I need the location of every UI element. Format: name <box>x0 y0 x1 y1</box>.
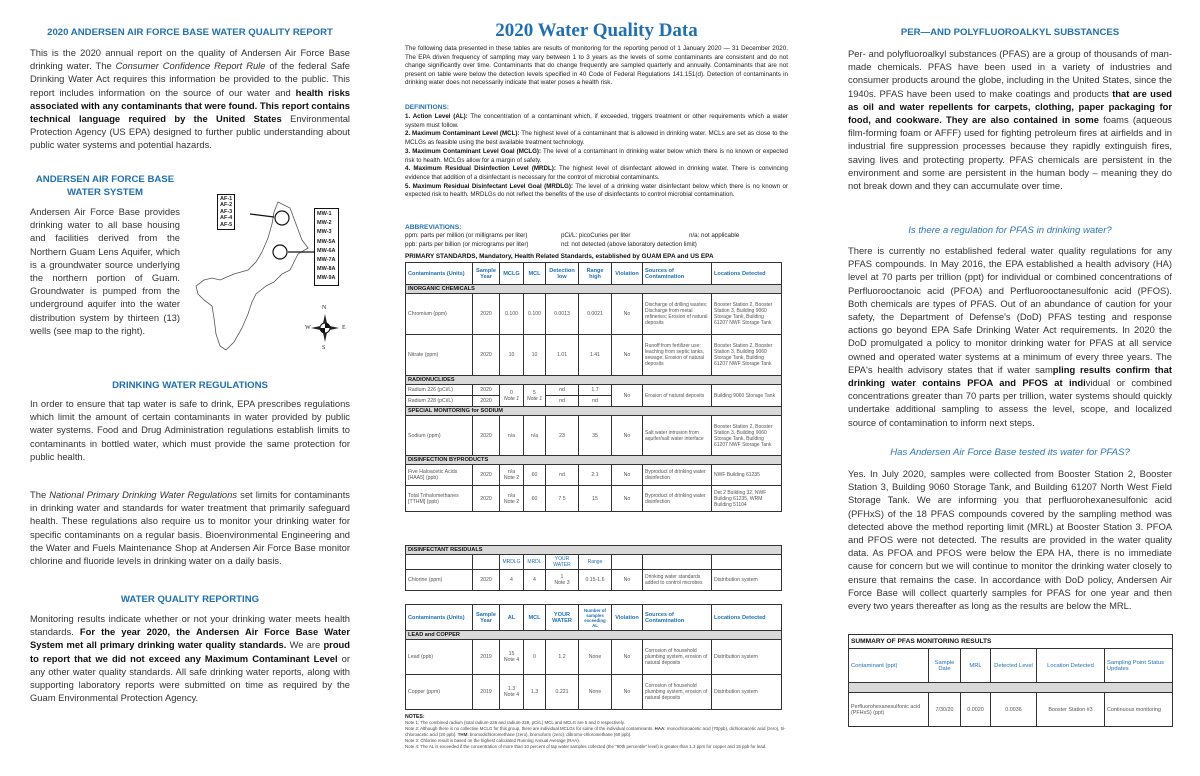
tested-answer: Yes. In July 2020, samples were collected from Booster Station 2, Booster Station 3, Building 9060 Storage Tank, and Building 61207 North West Field Storage Tank. We are informing you that perfluorohexanesulfonic acid (PFHxS) of the 18 PFAS compounds covered by the sampling method was detected above the method reporting limit (MRL) at Booster Station 3. PFOA and PFOS were not detected. The results are provided in the water quality data. As PFOA and PFOS were below the EPA HA, there is no immediate cause for concern but we will continue to monitor the drinking water closely to ensure that remains the case. In accordance with DoD policy, Andersen Air Force Base will collect quarterly samples for PFAS for one year and then every two years thereafter as long as the results are below the MRL. <box>848 468 1172 612</box>
definition-item: 3. Maximum Contaminant Level Goal (MCLG): The level of a contaminant in drinking water below which there is no known or expected risk to health. MCLGs allow for a margin of safety. <box>405 147 788 164</box>
pfas-text: Per- and polyfluoroalkyl substances (PFAS) are a group of thousands of man-made chemicals. PFAS have been used in a variety of industries and consumer products around the globe, including in the United States, since the 1940s. PFAS have been used to make coatings and products that are used as oil and water repellents for carpets, clothing, paper packaging for food, and cookware. They are also contained in some foams (aqueous film-forming foam or AFFF) used for fighting petroleum fires at airfields and in industrial fire suppression processes because they rapidly extinguish fires, saving lives and protecting property. PFAS chemicals are persistent in the environment and some are persistent in the human body – meaning they do not break down and they can accumulate over time. <box>848 48 1173 192</box>
table-row: Perfluorohexanesulfonic acid (PFHxS) (ppt) 7/30/20 0.0020 0.0036 Booster Station #3 Continuous monitoring <box>849 693 1173 727</box>
regulations-text-1: In order to ensure that tap water is safe to drink, EPA prescribes regulations which limit the amount of certain contaminants in water provided by public water systems. Food and Drug Administration regulations establish limits to contaminants in bottled water, which must provide the same protection for public health. <box>30 398 350 462</box>
section-inorganic: INORGANIC CHEMICALS <box>406 285 782 294</box>
disinfectant-residuals-table: DISINFECTANT RESIDUALS MRDLG MRDL YOUR WATER Range Chlorine (ppm) 2020 4 4 1 Note 3 0.15-1.6 No Drinking water standards added to control microbes Distribution system <box>405 545 782 591</box>
regulation-question: Is there a regulation for PFAS in drinking water? <box>908 225 1112 236</box>
definitions-title: DEFINITIONS: <box>405 104 449 111</box>
regulation-answer: There is currently no established federal water quality regulations for any PFAS compounds. In May 2016, the EPA established a health advisory (HA) level at 70 parts per trillion (ppt) for individual or combined concentrations of Perfluorooctanoic acid (PFOA) and Perfluorooctanesulfonic acid (PFOS). Both chemicals are types of PFAS. Out of an abundance of caution for your safety, the Department of Defense's (DoD) PFAS testing and response actions go beyond EPA Safe Drinking Water Act requirements. In 2020 the DoD promulgated a policy to monitor drinking water for PFAS at all service owned and operated water systems at a minimum of every three years. The EPA's health advisory states that if water sampling results confirm that drinking water contains PFOA and PFOS at individual or combined concentrations greater than 70 parts per trillion, water systems should quickly undertake additional sampling to assess the level, scope, and localized source of contamination to inform next steps. <box>848 245 1172 428</box>
intro-paragraph: This is the 2020 annual report on the quality of Andersen Air Force Base drinking water. The Consumer Confidence Report Rule of the federal Safe Drinking Water Act requires this information be provided to the public. This report includes information on the source of our water and health risks associated with any contaminants that were found. This report contains technical language required by the United States Environmental Protection Agency (US EPA) designed to further public understanding about public water systems and potential hazards. <box>30 47 351 151</box>
compass-s: S <box>322 345 326 351</box>
definitions-list <box>405 113 788 200</box>
definition-item: 4. Maximum Residual Disinfection Level (MRDL): The highest level of disinfectant allowed in drinking water. There is convincing evidence that addition of a disinfectant is necessary for the control of microbial contaminants. <box>405 165 788 181</box>
report-title: 2020 ANDERSEN AIR FORCE BASE WATER QUALITY REPORT <box>47 27 333 38</box>
section-residuals: DISINFECTANT RESIDUALS <box>406 546 782 555</box>
table-row: Radium 226 (pCi/L) 2020 0 Note 1 5 Note 1 nd 1.7 No Erosion of natural deposits Building 9060 Storage Tank <box>406 385 782 396</box>
notes: NOTES: Note 1: The combined radium (total radium-226 and radium-228, pCi/L) MCL and MCLG are 5 and 0 respectively. Note 2: Although there is no collective MCLG for this group, there are individual MCLGs for some of the individual contaminants. HAA: monochloroacetic acid (70ppb), dichloroacetic acid (zero), tri-chloroacetic acid (20 ppb). THM: bromodichloromethane (zero), bromoform (zero), dibromo-chloromethane (60 ppb). Note 3: Chlorine result is based on the highest calculated Running Annual Average (RAA). Note 4: The AL is exceeded if the concentration of more than 10 percent of tap water samples collected (the "90th percentile" level) is greater than 1.3 ppm for copper and 15 ppb for lead. <box>405 714 786 750</box>
tested-question: Has Andersen Air Force Base tested its water for PFAS? <box>890 447 1130 458</box>
table-row: Chromium (ppm) 2020 0.100 0.100 0.0013 0.0021 No Discharge of drilling wastes; Discharge from metal refineries; Erosion of natural deposits Booster Station 2, Booster Station 3, Building 9060 Storage Tank, Building 61207 NWF Storage Tank <box>406 294 782 335</box>
definition-item: 1. Action Level (AL): The concentration of a contaminant which, if exceeded, triggers treatment or other requirements which a water system must follow. <box>405 113 788 129</box>
compass-e: E <box>342 325 346 331</box>
table-row: Lead (ppb) 2019 15 Note 4 0 1.2 None No Corrosion of household plumbing system, erosion of natural deposits Distribution system <box>406 640 782 675</box>
reporting-title: WATER QUALITY REPORTING <box>120 594 260 605</box>
pfas-title: PER—AND POLYFLUOROALKYL SUBSTANCES <box>900 27 1120 38</box>
guam-well-map <box>190 190 360 360</box>
lead-copper-table: Contaminants (Units) Sample Year AL MCL YOUR WATER Number of samples exceeding AL Violation Sources of Contamination Locations Detected LEAD and COPPER Lead (ppb) 2019 15 Note 4 0 1.2 None No Corrosion of household plumbing system, erosion of natural deposits Distribution system Copper (ppm) 2019 1.3 Note 4 1.3 0.221 None No Corrosion of household plumbing system, erosion of natural deposits Distribution system <box>405 604 782 710</box>
compass-n: N <box>322 305 327 311</box>
table-row: Radium 228 (pCi/L) 2020 nd nd <box>406 396 782 407</box>
primary-standards-title: PRIMARY STANDARDS, Mandatory, Health Related Standards, established by GUAM EPA and US EPA <box>405 253 714 260</box>
definition-item: 5. Maximum Residual Disinfectant Level Goal (MRDLG): The level of a drinking water disinfectant below which there is no known or expected risk to health. MRDLGs do not reflect the benefits of the use of disinfectants to control microbial contamination. <box>405 182 788 199</box>
pfas-summary-table: SUMMARY OF PFAS MONITORING RESULTS Contaminant (ppt) Sample Date MRL Detected Level Location Detected Sampling Point Status Updates Perfluorohexanesulfonic acid (PFHxS) (ppt) 7/30/20 0.0020 0.0036 Booster Station #3 Continuous monitoring <box>848 634 1173 727</box>
water-system-title: ANDERSEN AIR FORCE BASE WATER SYSTEM <box>35 174 175 198</box>
reporting-text: Monitoring results indicate whether or not your drinking water meets health standards. For the year 2020, the Andersen Air Force Base Water System met all primary drinking water quality standards. We are proud to report that we did not exceed any Maximum Contaminant Level or any other water quality standards. All safe drinking water reports, along with supporting laboratory reports were submitted on time as required by the Guam Environmental Protection Agency. <box>30 613 350 704</box>
compass-w: W <box>305 325 311 331</box>
table-row: Sodium (ppm) 2020 n/a n/a 23 35 No Salt water intrusion from aquifer/salt water interface Booster Station 2, Booster Station 3, Building 9060 Storage Tank, Building 61207 NWF Storage Tank <box>406 416 782 456</box>
regulations-title: DRINKING WATER REGULATIONS <box>112 380 268 391</box>
compass-rose-icon <box>311 314 339 342</box>
water-system-text: Andersen Air Force Base provides drinking water to all base housing and facilities derived from the Northern Guam Lens Aquifer, which is a groundwater source underlying the northern portion of Guam. Groundwater is pumped from the underground aquifer into the water distribution system by thirteen (13) wells (see map to the right). <box>30 206 180 336</box>
section-radionuclides: RADIONUCLIDES <box>406 376 782 385</box>
water-quality-data-title: 2020 Water Quality Data <box>495 20 698 41</box>
table-row: Chlorine (ppm) 2020 4 4 1 Note 3 0.15-1.6 No Drinking water standards added to control microbes Distribution system <box>406 570 782 591</box>
table-row: Five Haloacetic Acids [HAA5] (ppb) 2020 n/a Note 2 60 nd 2.1 No Byproduct of drinking water disinfection NWF Building 61235 <box>406 465 782 486</box>
definition-item: 2. Maximum Contaminant Level (MCL): The highest level of a contaminant that is allowed in drinking water. MCLs are set as close to the MCLGs as feasible using the best available treatment technology. <box>405 130 788 147</box>
section-dbp: DISINFECTION BYPRODUCTS <box>406 456 782 465</box>
abbreviations-title: ABBREVIATIONS: <box>405 224 462 231</box>
table-row: Copper (ppm) 2019 1.3 Note 4 1.3 0.221 None No Corrosion of household plumbing system, erosion of natural deposits Distribution system <box>406 675 782 710</box>
table-row: Total Trihalomethanes [TTHM] (ppb) 2020 n/a Note 2 60 7.5 15 No Byproduct of drinking water disinfection Det 2 Building 32, NWF Building 61235, WRM Building 51104 <box>406 486 782 512</box>
section-sodium: SPECIAL MONITORING for SODIUM <box>406 407 782 416</box>
abbreviations-list: ppm: parts per million (or milligrams per liter) pCi/L: picoCuries per liter n/a: not applicable ppb: parts per billion (or micrograms per liter) nd: not detected (above laboratory detection limit) <box>405 232 740 248</box>
section-lead: LEAD and COPPER <box>406 631 782 640</box>
regulations-text-2: The National Primary Drinking Water Regulations set limits for contaminants in drinking water and standards for water treatment that primarily safeguard health. These regulations also require us to monitor your drinking water for specific contaminants on a regular basis. Bioenvironmental Engineering and the Water and Fuels Maintenance Shop at Andersen Air Force Base monitor chlorine and fluoride levels in drinking water on a daily basis. <box>30 489 350 567</box>
table-row: Nitrate (ppm) 2020 10 10 1.01 1.41 No Runoff from fertilizer use; leaching from septic tanks, sewage; Erosion of natural deposits Booster Station 2, Booster Station 3, Building 9060 Storage Tank, Building 61207 NWF Storage Tank <box>406 335 782 376</box>
data-intro: The following data presented in these tables are results of monitoring for the reporting period of 1 January 2020 — 31 December 2020. The EPA driven frequency of sampling may vary between 1 to 3 years as the levels of some contaminants are consistent and do not change significantly over time. Contaminants that do change frequently are sampled quarterly and annually. Contaminants that are not present on table were below the detection levels specified in 40 Code of Federal Regulations 141.151(d). Detection of contaminants in drinking water does not necessarily indicate that water poses a health risk. <box>405 45 788 87</box>
primary-standards-table: Contaminants (Units) Sample Year MCLG MCL Detection low Range high Violation Sources of Contamination Locations Detected INORGANIC CHEMICALS Chromium (ppm) 2020 0.100 0.100 0.0013 0.0021 No Discharge of drilling wastes; Discharge from metal refineries; Erosion of natural deposits Booster Station 2, Booster Station 3, Building 9060 Storage Tank, Building 61207 NWF Storage Tank Nitrate (ppm) 2020 10 10 1.01 1.41 No Runoff from fertilizer use; leaching from septic tanks, sewage; Erosion of natural deposits Booster Station 2, Booster Station 3, Building 9060 Storage Tank, Building 61207 NWF Storage Tank RADIONUCLIDES Radium 226 (pCi/L) 2020 0 Note 1 5 Note 1 nd 1.7 No Erosion of natural deposits Building 9060 Storage Tank Radium 228 (pCi/L) 2020 nd nd SPECIAL MONITORING for SODIUM Sodium (ppm) 2020 n/a n/a 23 35 No Salt water intrusion from aquifer/salt water interface Booster Station 2, Booster Station 3, Building 9060 Storage Tank, Building 61207 NWF Storage Tank DISINFECTION BYPRODUCTS Five Haloacetic Acids [HAA5] (ppb) 2020 n/a Note 2 60 nd 2.1 No Byproduct of drinking water disinfection NWF Building 61235 Total Trihalomethanes [TTHM] (ppb) 2020 n/a Note 2 60 7.5 15 No Byproduct of drinking water disinfection Det 2 Building 32, NWF Building 61235, WRM Building 51104 <box>405 262 782 512</box>
af-wells-label: AF-1 AF-2 AF-3 AF-4 AF-5 <box>217 194 235 230</box>
mw-wells-label: MW-1 MW-2 MW-3 MW-5A MW-6A MW-7A MW-8A MW-9A <box>314 208 339 286</box>
